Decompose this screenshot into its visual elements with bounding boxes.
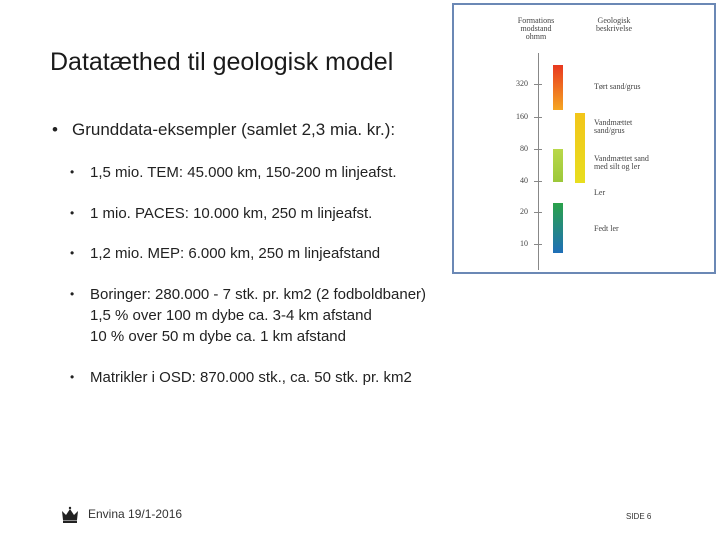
figure-header-resistivity: Formations modstand ohmm bbox=[517, 16, 555, 41]
tick-mark bbox=[534, 181, 542, 182]
sub-bullet-text: 1,2 mio. MEP: 6.000 km, 250 m linjeafstand bbox=[90, 245, 381, 262]
tick-mark bbox=[534, 212, 542, 213]
tick-mark bbox=[534, 84, 542, 85]
tick-label: 160 bbox=[516, 112, 528, 121]
desc-dry-sand: Tørt sand/grus bbox=[594, 82, 641, 91]
tick-label: 40 bbox=[520, 176, 528, 185]
tick-label: 320 bbox=[516, 79, 528, 88]
bullet-dot: • bbox=[70, 287, 75, 301]
tick-mark bbox=[534, 244, 542, 245]
bar-silt-clay bbox=[553, 149, 563, 182]
tick-label: 20 bbox=[520, 207, 528, 216]
figure-axis bbox=[538, 53, 539, 270]
crown-logo-icon bbox=[60, 505, 80, 525]
slide-title: Datatæthed til geologisk model bbox=[50, 48, 394, 76]
main-bullet-text: Grunddata-eksempler (samlet 2,3 mia. kr.): bbox=[72, 120, 396, 139]
figure-header-geology: Geologisk beskrivelse bbox=[596, 16, 632, 33]
bullet-dot: • bbox=[70, 370, 75, 384]
sub-bullet-boringer bbox=[70, 284, 426, 347]
bullet-dot: • bbox=[70, 246, 75, 260]
bullet-dot: • bbox=[52, 120, 58, 139]
tick-label: 10 bbox=[520, 239, 528, 248]
page-number: SIDE 6 bbox=[626, 512, 652, 521]
sub-bullet-text: Boringer: 280.000 - 7 stk. pr. km2 (2 fodboldbaner) bbox=[90, 286, 427, 303]
sub-bullet-matrikler bbox=[70, 367, 412, 388]
bar-fat-clay bbox=[553, 203, 563, 253]
resistivity-figure bbox=[452, 3, 716, 274]
sub-bullet-tem bbox=[70, 162, 397, 183]
sub-bullet-text: 1 mio. PACES: 10.000 km, 250 m linjeafst. bbox=[90, 205, 373, 222]
bullet-dot: • bbox=[70, 165, 75, 179]
bar-wet-sand bbox=[575, 113, 585, 183]
desc-wet-sand: Vandmættet sand/grus bbox=[594, 118, 633, 135]
desc-wet-sand-silt: Vandmættet sand med silt og ler bbox=[594, 154, 649, 171]
sub-bullet-text: Matrikler i OSD: 870.000 stk., ca. 50 stk. pr. km2 bbox=[90, 369, 412, 386]
sub-bullet-text: 10 % over 50 m dybe ca. 1 km afstand bbox=[90, 328, 346, 345]
tick-mark bbox=[534, 149, 542, 150]
tick-label: 80 bbox=[520, 144, 528, 153]
bar-dry-sand bbox=[553, 65, 563, 110]
desc-fat-clay: Fedt ler bbox=[594, 224, 619, 233]
tick-mark bbox=[534, 117, 542, 118]
sub-bullet-text: 1,5 % over 100 m dybe ca. 3-4 km afstand bbox=[90, 307, 372, 324]
bullet-dot: • bbox=[70, 206, 75, 220]
sub-bullet-mep bbox=[70, 243, 380, 264]
sub-bullet-text: 1,5 mio. TEM: 45.000 km, 150-200 m linjeafst. bbox=[90, 164, 397, 181]
desc-clay: Ler bbox=[594, 188, 606, 197]
sub-bullet-paces bbox=[70, 203, 372, 224]
main-bullet bbox=[52, 120, 395, 140]
footer-text: Envina 19/1-2016 bbox=[88, 507, 183, 521]
